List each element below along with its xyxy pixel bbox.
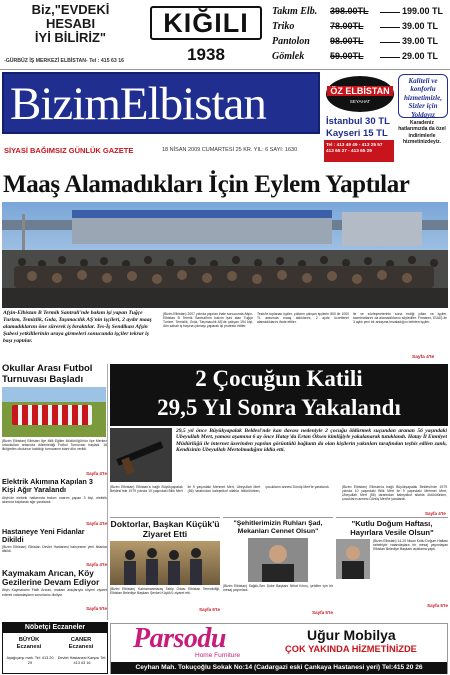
bus-phone1: Tel : 413 49 49 - 413 25 57 (326, 142, 383, 147)
price-list (270, 5, 448, 65)
parsodu-brand: Parsodu (133, 623, 226, 654)
tree-title: Hastaneye Yeni Fidanlar Dikildi (2, 526, 85, 544)
accident-title: Elektrik Akımına Kapılan 3 Kişi Ağır Yaralandı (2, 477, 93, 495)
route-kayseri: Kayseri 15 TL (326, 128, 388, 139)
masthead-title: BizimElbistan (10, 78, 266, 130)
katil-more[interactable]: Sayfa 4'te (425, 511, 446, 516)
katil-banner (110, 364, 448, 426)
portrait-icon (248, 538, 308, 582)
ad-slogan (8, 3, 133, 45)
article-title: "Kutlu Doğum Haftası, Hayırlara Vesile Olsun" (350, 519, 434, 537)
top-ad (0, 0, 450, 70)
article-text: (Bizim Elbistan) Kahramanmaraş Tabip Odası Elbistan Temsilciliği, Elbistan Belediye Başkanı Şevket Küçük'ü ziyaret etti. (110, 587, 220, 596)
parsodu-sub: Home Furniture (195, 652, 241, 659)
group-photo-icon (110, 541, 220, 585)
masthead (2, 72, 448, 164)
pharmacies (2, 622, 108, 674)
gun-photo (110, 428, 172, 482)
katil-line2: 29,5 Yıl Sonra Yakalandı (157, 395, 401, 420)
bus-phone2: 413 65 27 - 413 65 29 (326, 148, 372, 153)
football-title: Okullar Arası Futbol Turnuvası Başladı (2, 363, 93, 385)
bus-slogan: Kaliteli ve konforlu hizmetimizle, Sizler için Yoldayız (398, 74, 448, 118)
article-photo (248, 538, 308, 582)
new-price: 39.00 TL (402, 36, 439, 46)
article-more[interactable]: Sayfa 5'te (199, 607, 220, 613)
article-more[interactable]: Sayfa 5'te (427, 603, 448, 609)
kigili-logo-text: KIĞILI (163, 8, 249, 38)
new-price: 29.00 TL (402, 51, 439, 61)
ad-slogan-line1: Biz,"EVDEKİ (31, 2, 110, 17)
karadeniz-note: Karadeniz hatlarımızda da özel indirimlerle hizmetinizdeyiz. (398, 120, 446, 145)
new-price: 39.00 TL (402, 21, 439, 31)
kigili-year: 1938 (187, 45, 225, 64)
article-text: (Bizim Elbistan) Sağlık-Sen Şube Başkanı Nihat Kılınç, şehitler için bir mesaj yayımladı. (223, 583, 333, 592)
headline-caption: Afşin-Elbistan B Termik Santrali'nde bakım işi yapan Tuğçe Turizm, Temizlik, Gıda, Taşımacılık AŞ'nin işçileri, 2 aydır maaş alamadıklarını öne sürerek iş bıraktılar. Tes-İş Sendikası Afşin Şubesi yetkililerinin araya girmeleri sonucunda işçiler tekrar iş başı yaptılar. (3, 310, 152, 344)
product-name: Triko (272, 21, 295, 32)
kaymakam-text: Afşin Kaymakamı Fatih Arıcan, makam araçlarıyla köyleri ziyaret ederek vatandaşların sorunlarını dinliyor. (2, 588, 107, 597)
kigili-logo (150, 6, 262, 40)
pharmacy-1-addr: Aşağıçarşı mah. Tel: 413 20 29 (6, 656, 54, 665)
product-name: Takım Elb. (272, 6, 318, 17)
price-row (270, 50, 448, 65)
kaymakam-title: Kaymakam Arıcan, Köy Gezilerine Devam Ediyor (2, 568, 100, 588)
bus-ad (324, 72, 448, 164)
ad-address-bar: Ceyhan Mah. Tokuçoğlu Sokak No:14 (Cadargazi eski Çankaya Hastanesi yeri) Tel:415 20 26 (111, 662, 447, 674)
price-row (270, 5, 448, 20)
masthead-dateline: 18 NİSAN 2009 CUMARTESİ 25 KR. YIL: 6 SAYI: 1630 (162, 147, 298, 153)
product-name: Pantolon (272, 36, 310, 47)
bus-logo (326, 76, 394, 112)
accident-text: Afşin'de elektrik hatlarında bakım onarım yapan 3 kişi, elektrik akımına kapılarak ağır yaralandı. (2, 495, 107, 504)
pharmacy-1: BÜYÜK Eczanesi (16, 637, 42, 650)
article-photo (336, 539, 370, 579)
article-text: (Bizim Elbistan) 14-20 Nisan Kutlu Doğum Haftası sebebiyle vatandaşlara bir mesaj yayımlayan Elbistan Belediye Başkanı açıklama yaptı. (373, 539, 448, 552)
sidebar (2, 364, 108, 620)
price-row (270, 35, 448, 50)
product-name: Gömlek (272, 51, 305, 62)
pharmacy-2: CANER Eczanesi (68, 637, 94, 650)
bottom-ad (110, 623, 448, 674)
bus-phones (324, 140, 394, 162)
bus-logo-sub: SEYAHAT (349, 99, 371, 104)
old-price: 398.00TL (330, 6, 369, 16)
main-headline: Maaş Alamadıkları İçin Eylem Yaptılar (3, 171, 410, 198)
article-doktorlar (110, 517, 220, 621)
article-sehitler (223, 517, 333, 621)
katil-body-col4: (Bizim Elbistan) Elbistan'a bağlı Büyükyapalak Beldesi'nde 1979 yılında 10 yaşındaki Bilik Mert ile 9 yaşındaki Mehmet Mert, Ubeyullah Mert (56) tarafından kaleşnikof silahla öldürülürken, çocukların annesi Dönüş Mert'te yaralandı. (342, 485, 447, 502)
football-photo (2, 387, 106, 437)
old-price: 98.00TL (330, 36, 364, 46)
pharmacies-title: Nöbetçi Eczaneler (3, 623, 107, 633)
old-price: 59.00TL (330, 51, 364, 61)
gun-icon (110, 428, 172, 482)
article-photo (110, 541, 220, 585)
ad-slogan-line2: HESABI (45, 16, 96, 31)
portrait-icon (336, 539, 370, 579)
headline-body-col3: ile ve sözleşmelerinin sona erdiği yılları ve işçiler, tazminatlarını da alamadıklarını söylediler. Firmanın, EÜAŞ ile 3 aylık yeni bir anlaşma imzaladığını belirten işçiler. (353, 312, 447, 325)
headline-body-col2: Tesis'te toplanan işçiler, çıkların çalışan işçilerin 800 ile 1000 TL arasında maaş aldıklarını, 2 aydır ücretlerini alamadıklarını ifade ettiler. (257, 312, 349, 325)
masthead-tagline: SİYASİ BAĞIMSIZ GÜNLÜK GAZETE (4, 146, 134, 155)
article-more[interactable]: Sayfa 5'te (312, 609, 333, 615)
ad-address: -GÜRBÜZ İŞ MERKEZİ ELBİSTAN- Tel : 415 63 16 (4, 58, 125, 64)
headline-body-col1: (Bizim Elbistan) 2007 yılında yapılan ihale sonucunda Afşin-Elbistan B Termik Santrali'nin bakım işini alan Tuğçe Turizm, Temizlik, Gıda, Taşımacılık AŞ'de çalışan 194 kişi, dün sabah iş başına çıkmayı yaparak işi protesto ettiler. (163, 312, 253, 329)
katil-body: (Bizim Elbistan) Elbistan'a bağlı Büyükyapalak Beldesi'nde 1979 yılında 10 yaşındaki Bilik Mert ile 9 yaşındaki Mehmet Mert, Ubeyullah Mert (56) tarafından kaleşnikof silahla öldürülürken, çocukların annesi Dönüş Mert'te yaralandı. (110, 485, 330, 494)
article-kutlu-dogum (336, 517, 448, 621)
ugur-title: Uğur Mobilya (307, 627, 396, 643)
accident-more[interactable]: Sayfa 4'te (86, 520, 107, 526)
pharmacy-2-addr: Devlet Hastanesi Karşısı Tel: 413 43 16 (57, 656, 107, 665)
new-price: 199.00 TL (402, 6, 444, 16)
article-title: "Şehitlerimizin Ruhları Şad, Mekanları Cennet Olsun" (233, 520, 323, 535)
katil-line1: 2 Çocuğun Katili (195, 366, 363, 391)
ad-slogan-line3: İYİ BİLİRİZ" (34, 30, 107, 45)
ugur-sub: ÇOK YAKINDA HİZMETİNİZDE (285, 644, 417, 654)
headline-more-link[interactable]: Sayfa 4'te (412, 355, 435, 360)
workers-photo (2, 202, 448, 308)
price-row (270, 20, 448, 35)
article-title: Doktorlar, Başkan Küçük'ü Ziyaret Etti (110, 519, 220, 539)
route-istanbul: İstanbul 30 TL (326, 116, 390, 127)
main-photo (2, 202, 448, 308)
football-more[interactable]: Sayfa 4'te (86, 471, 107, 476)
football-text: (Bizim Elbistan) Elbistan İlçe Milli Eğitim Müdürlüğü'nün ilçe Merkez ortaokulları arasında düzenlediği Futbol Turnuvası başladı. 16 ilköğretim okulunun katıldığı turnuvanın startı dün verildi. (2, 439, 107, 452)
katil-lead: 29,5 yıl önce Büyükyapalak Beldesi'nde kan davası nedeniyle 2 çocuğu öldürmek suçundan aranan 56 yaşındaki Ubeyullah Mert, yaması aşamına 6 ay önce Hatay'da Ertan Öksen kimliğiyle yakalanarak tutuklandı. Hatay İl Emniyet Müdürlüğü ile internet üzerinden yapılan görüntülü bağlantı da olan kişilerin yakınları tarafından teşhis edilen zanlı, Kendisinin Ubeyullah Mertolmadığını iddia etti. (176, 428, 447, 454)
masthead-title-box (2, 72, 320, 134)
old-price: 78.00TL (330, 21, 364, 31)
bus-logo-text: ÖZ ELBİSTAN (327, 86, 392, 96)
tree-text: (Bizim Elbistan) Elbistan Devlet Hastanesi bahçesine yeni fidanlar dikildi. (2, 545, 107, 554)
tree-more[interactable]: Sayfa 4'te (86, 562, 107, 567)
kaymakam-more[interactable]: Sayfa 5'te (86, 606, 107, 612)
